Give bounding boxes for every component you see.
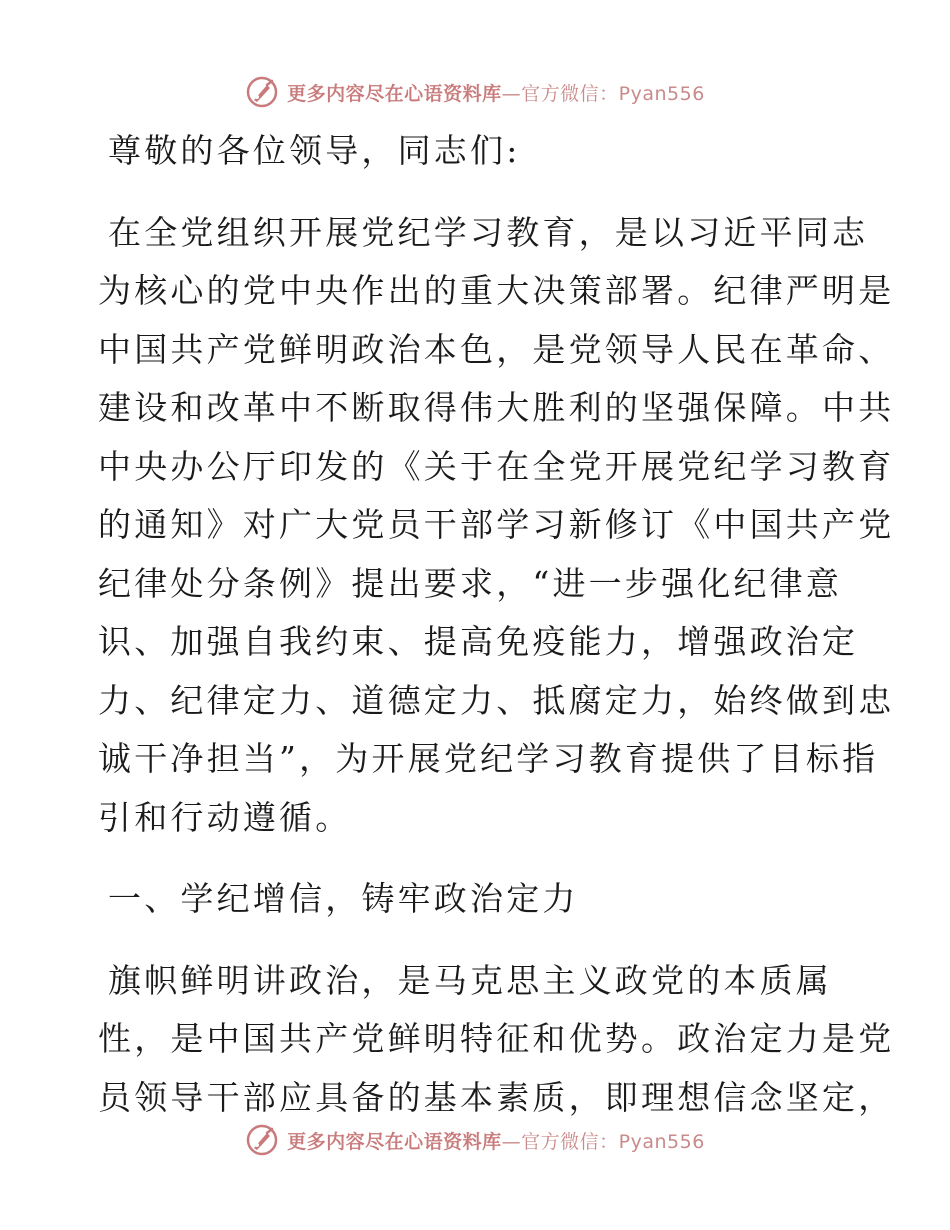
paragraph-line: 旗帜鲜明讲政治，是马克思主义政党的本质属 bbox=[108, 960, 832, 1000]
paragraph-line: 员领导干部应具备的基本素质，即理想信念坚定， bbox=[98, 1077, 895, 1117]
paragraph-line: 引和行动遵循。 bbox=[98, 797, 352, 837]
document-body bbox=[98, 122, 895, 1127]
paragraph-line: 性，是中国共产党鲜明特征和优势。政治定力是党 bbox=[98, 1019, 895, 1058]
paragraph-line: 在全党组织开展党纪学习教育，是以习近平同志 bbox=[108, 212, 869, 252]
paragraph-intro bbox=[98, 204, 895, 848]
paragraph-line: 识、加强自我约束、提高免疫能力，增强政治定 bbox=[98, 622, 859, 661]
pen-quill-circle-icon bbox=[245, 1123, 279, 1157]
paragraph-line: 中央办公厅印发的《关于在全党开展党纪学习教育 bbox=[98, 446, 895, 486]
paragraph-line: 纪律处分条例》提出要求，“进一步强化纪律意 bbox=[98, 563, 843, 603]
paragraph-line: 为核心的党中央作出的重大决策部署。纪律严明是 bbox=[98, 271, 895, 310]
watermark-text: 更多内容尽在心语资料库—官方微信：Pyan556 bbox=[287, 1130, 705, 1153]
paragraph-line: 力、纪律定力、道德定力、抵腐定力，始终做到忠 bbox=[98, 680, 895, 720]
greeting: 尊敬的各位领导，同志们: bbox=[108, 131, 521, 170]
paragraph-line: 建设和改革中不断取得伟大胜利的坚强保障。中共 bbox=[98, 388, 895, 427]
watermark-header bbox=[0, 72, 950, 112]
watermark-text: 更多内容尽在心语资料库—官方微信：Pyan556 bbox=[287, 82, 705, 105]
pen-quill-circle-icon bbox=[245, 75, 279, 109]
paragraph-line: 的通知》对广大党员干部学习新修订《中国共产党 bbox=[98, 505, 895, 544]
watermark-footer bbox=[0, 1120, 950, 1160]
paragraph-section-1 bbox=[98, 952, 895, 1128]
section-heading: 一、学纪增信，铸牢政治定力 bbox=[108, 879, 579, 918]
paragraph-line: 中国共产党鲜明政治本色，是党领导人民在革命、 bbox=[98, 329, 895, 369]
paragraph-line: 诚干净担当”，为开展党纪学习教育提供了目标指 bbox=[98, 739, 879, 778]
